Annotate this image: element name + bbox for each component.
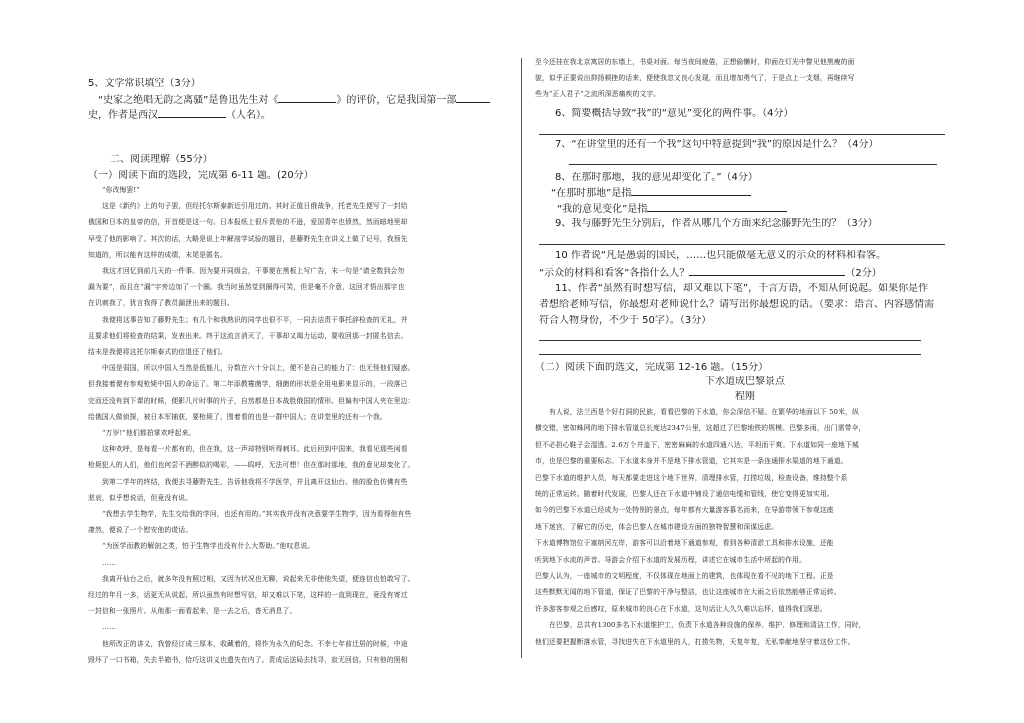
q10-score: （2分）	[845, 268, 882, 279]
q5-line1	[98, 93, 490, 107]
question-6: 6、简要概括导致“我”的“意见”变化的两件事。（4分）	[555, 108, 794, 119]
question-7: 7、“在讲堂里的还有一个我”这句中特意提到“我”的原因是什么？（4分）	[555, 139, 879, 150]
passage-line: 早受了他的影响了。其次的话，大略是说上年解剖学试验的题目，是藤野先生在讲义上做了记号，我预先	[88, 234, 408, 243]
passage-line: 地下迷宫，了解它的历史，体会巴黎人在城市建设方面的独特智慧和深谋远虑。	[535, 522, 779, 531]
passage-line: 他们还要把握断落水管，寻找进失在下水道里的人，打捞失物，天复年复，无私奉献地坚守着这份工作。	[535, 637, 855, 646]
passage-line: 但不必担心鞋子会湿透。2.6万个井盖下，密密麻麻的水道四通八达，平坦而干爽。下水道如同一座地下城	[535, 440, 859, 449]
passage-line: ……	[102, 558, 116, 567]
q5-line2-part-b: （人名）。	[226, 110, 271, 121]
passage-line: 在讥刺我了，犹言我得了教员漏泄出来的题目。	[88, 299, 234, 308]
passage-line: 貌，似乎正要说出抑扬顿挫的话来，便使我忽又良心发现，而且增加勇气了，于是点上一支烟，再继续写	[535, 73, 855, 82]
passage-line: 中国是弱国，所以中国人当然是低能儿，分数在六十分以上，便不是自己的能力了：也无怪他们疑惑。	[102, 364, 415, 373]
answer-line-q11-a[interactable]	[539, 340, 921, 341]
passage-line: 市，也是巴黎的重要标志。下水道本身并不是地下排水管道，它其实是一条连通排水渠道的地下通道。	[535, 457, 848, 466]
passage-line: 这种欢呼，是每看一片都有的，但在我，这一声却特别听得刺耳。此后回到中国来，我看见那些闲看	[102, 445, 408, 454]
passage-line: 但我接着便有参观枪毙中国人的命运了。第二年添教霉菌学，细菌的形状是全用电影来显示的，一段落已	[88, 380, 408, 389]
passage-line: 至今还挂在我北京寓居的东墙上，书桌对面。每当夜间疲倦，正想偷懒时，仰面在灯光中瞥见他黑瘦的面	[535, 58, 855, 66]
passage-line: 结末是我便将这托尔斯泰式的信退还了他们。	[88, 348, 227, 356]
passage-line: 我便将这事告知了藤野先生；有几个和我熟识的同学也很不平，一同去诘责干事托辞检查的无礼，并	[102, 315, 408, 324]
passage-line: 给俄国人做侦探，被日本军捕获，要枪毙了，围着看的也是一群中国人；在讲堂里的还有一个我。	[88, 412, 387, 421]
answer-line-q11-b[interactable]	[539, 354, 921, 355]
passage-line: 一封信和一张照片。从他那一面看起来，是一去之后，杳无消息了。	[88, 607, 297, 616]
q10-prompt: “示众的材料和看客”各指什么人？	[539, 268, 690, 279]
q8-blank-b[interactable]	[647, 202, 787, 212]
passage-line: 下水道博物馆位于塞纳河左岸，游客可以沿着地下通道参观，看到各种清淤工具和排水设施，还能	[535, 539, 834, 548]
q5-title: 5、文学常识填空（3分）	[88, 78, 201, 89]
passage-line: 巴黎下水道的维护人员，每天都要走进这个地下世界，清理排水管，打捞垃圾，检查设备，维持整个系	[535, 473, 848, 482]
passage-line: 且要求他们将检查的结果，发表出来。终于这流言消灭了，干事却又竭力运动，要收回那一封匿名信去。	[88, 331, 408, 340]
q8-part-b-label: “我的意见变化”是指	[557, 204, 648, 215]
question-10-line1: 10 作者说“凡是愚弱的国民，……也只能做毫无意义的示众的材料和看客。	[555, 250, 887, 261]
passage-line: 有人说，法兰西是个好打洞的民族，看看巴黎的下水道，你会深信不疑。在繁华的地面以下 50米，纵	[549, 408, 859, 416]
q10-blank[interactable]	[689, 266, 845, 276]
section-reading-title: 二、阅读理解（55分）	[110, 154, 213, 165]
question-11-line1: 11、作者“虽然有时想写信，却又难以下笔”，千言万语，不知从何说起。如果你是作	[555, 283, 929, 294]
question-11-line2: 者想给老师写信，你最想对老师说什么？请写出你最想说的话。（要求：语言、内容感情需	[539, 299, 934, 310]
passage-line: 我离开仙台之后，就多年没有照过相，又因为状况也无聊，说起来无非使他失望，便连信也怕敢写了。	[102, 574, 415, 583]
q5-line2-part-a: 史，作者是西汉	[88, 110, 158, 121]
passage-line: 经过的年月一多，话更无从说起，所以虽然有时想写信，却又难以下笔，这样的一直到现在，竟没有寄过	[88, 591, 408, 599]
passage-line: 些为“正人君子”之流所深恶痛疾的文字。	[535, 89, 661, 98]
passage-line: 毁坏了一口书箱，失去半箱书，恰巧这讲义也遗失在内了。责成运送局去找寻，寂无回信。只有他的照相	[88, 655, 408, 664]
passage-line: 悲哀，似乎想说话，但竟没有说。	[88, 493, 193, 502]
q8-blank-a[interactable]	[631, 186, 751, 196]
passage-line: “你改悔罢!”	[102, 186, 140, 194]
answer-line-q7[interactable]	[569, 164, 937, 165]
article-author: 程刚	[735, 391, 755, 402]
passage-line: “万岁!”他们都拍掌欢呼起来。	[102, 429, 196, 437]
article-title: 下水道成巴黎景点	[705, 376, 785, 387]
passage-line: 统的正常运转。随着时代发展，巴黎人还在下水道中铺设了通信电缆和管线，使它变得更加实用。	[535, 490, 834, 498]
question-11-line3: 符合人物身份，不少于 50字）。（3分）	[539, 315, 712, 326]
q5-blank-author[interactable]	[158, 108, 226, 118]
passage-line: 许多游客参观之后感叹，原来城市的良心在下水道，这句话让人久久难以忘怀，值得我们深思。	[535, 604, 827, 613]
q8-part-b	[557, 202, 787, 216]
answer-line-q6[interactable]	[539, 134, 945, 135]
passage-line: 漏为要”，而且在“漏”字旁边加了一个圈。我当时虽然觉到圈得可笑，但是毫不介意，这回才悟出那字也	[88, 283, 405, 292]
q5-blank-type[interactable]	[456, 93, 490, 103]
passage-line: 完而还没有到下课的时候，便影几片时事的片子，自然都是日本战胜俄国的情形。但偏有中国人夹在里边：	[88, 396, 415, 405]
passage-line: 这是《新约》上的句子罢，但经托尔斯泰新近引用过的。其时正值日俄战争，托老先生便写了一封给	[102, 202, 408, 211]
passage-line: 在巴黎，总共有1300多名下水道维护工，负责下水道各种设施的保养、维护、修理和清洁工作，同时，	[549, 621, 866, 630]
passage-line: 这些默默无闻的地下管道，保证了巴黎的干净与整洁，也让这座城市在大雨之后依然能够正常运转。	[535, 588, 841, 597]
passage-line: “为医学而教的解剖之类，怕于生物学也没有什么大帮助。”他叹息说。	[102, 542, 315, 551]
passage-line: 知道的，所以能有这样的成绩，末尾是匿名。	[88, 250, 227, 259]
q5-blank-book[interactable]	[278, 93, 336, 103]
question-9: 9、我与藤野先生分别后，作者从哪几个方面来纪念藤野先生的？（3分）	[555, 218, 878, 229]
passage-line: 巴黎人认为，一座城市的文明程度，不仅体现在地面上的建筑，也体现在看不见的地下工程。正是	[535, 572, 834, 580]
passage-line: 枪毙犯人的人们，他们也何尝不酒醉似的喝彩，——呜呼，无法可想！但在那时那地，我的意见却变化了。	[88, 461, 415, 470]
passage-line: 听到地下水流的声音。导游会介绍下水道的发展历程，讲述它在城市生活中所起的作用。	[535, 555, 806, 564]
question-10-line2	[539, 266, 882, 280]
passage-line: 如今的巴黎下水道已经成为一处特别的景点，每年都有大量游客慕名而来，在导游带领下参观这座	[535, 506, 834, 515]
passage-line: 我这才回忆到前几天的一件事。因为要开同级会，干事便在黑板上写广告，末一句是“请全数到会勿	[102, 267, 405, 275]
answer-line-q9[interactable]	[539, 244, 945, 245]
passage-line: 到第二学年的终结，我便去寻藤野先生，告诉他我将不学医学，并且离开这仙台。他的脸色仿佛有些	[102, 477, 408, 486]
passage-line: 俄国和日本的皇帝的信，开首便是这一句。日本报纸上很斥责他的不逊，爱国青年也愤然，然而暗地里却	[88, 218, 408, 227]
passage-line: 横交错，密如蛛网的地下排水管道总长度达2347公里，这超过了巴黎地铁的规模。巴黎多雨，出门需带伞，	[535, 424, 866, 433]
q5-line1-part-a: “史家之绝唱无韵之离骚”是鲁迅先生对《	[98, 95, 279, 106]
question-8: 8、在那时那地，我的意见却变化了。”（4分）	[555, 172, 758, 183]
part2-instruction: （二）阅读下面的选文，完成第 12-16 题。（15分）	[535, 362, 769, 373]
passage-line: ……	[102, 623, 116, 632]
passage-line: 凄然，便说了一个慰安他的谎话。	[88, 526, 193, 535]
column-divider	[521, 58, 522, 658]
q5-line1-part-b: 》的评价，它是我国第一部	[336, 95, 457, 106]
passage-line: 他所改正的讲义，我曾经订成三厚本，收藏着的，将作为永久的纪念。不幸七年前迁居的时候，中途	[102, 639, 408, 648]
part1-instruction: （一）阅读下面的选段，完成第 6-11 题。(20分）	[88, 170, 314, 181]
q8-part-a-label: “在那时那地”是指	[551, 188, 632, 199]
q8-part-a	[551, 186, 751, 200]
q5-line2	[88, 108, 271, 122]
passage-line: “我想去学生物学，先生交给我的学问，也还有用的。”其实我并没有决意要学生物学，因为看得他有些	[102, 510, 412, 518]
